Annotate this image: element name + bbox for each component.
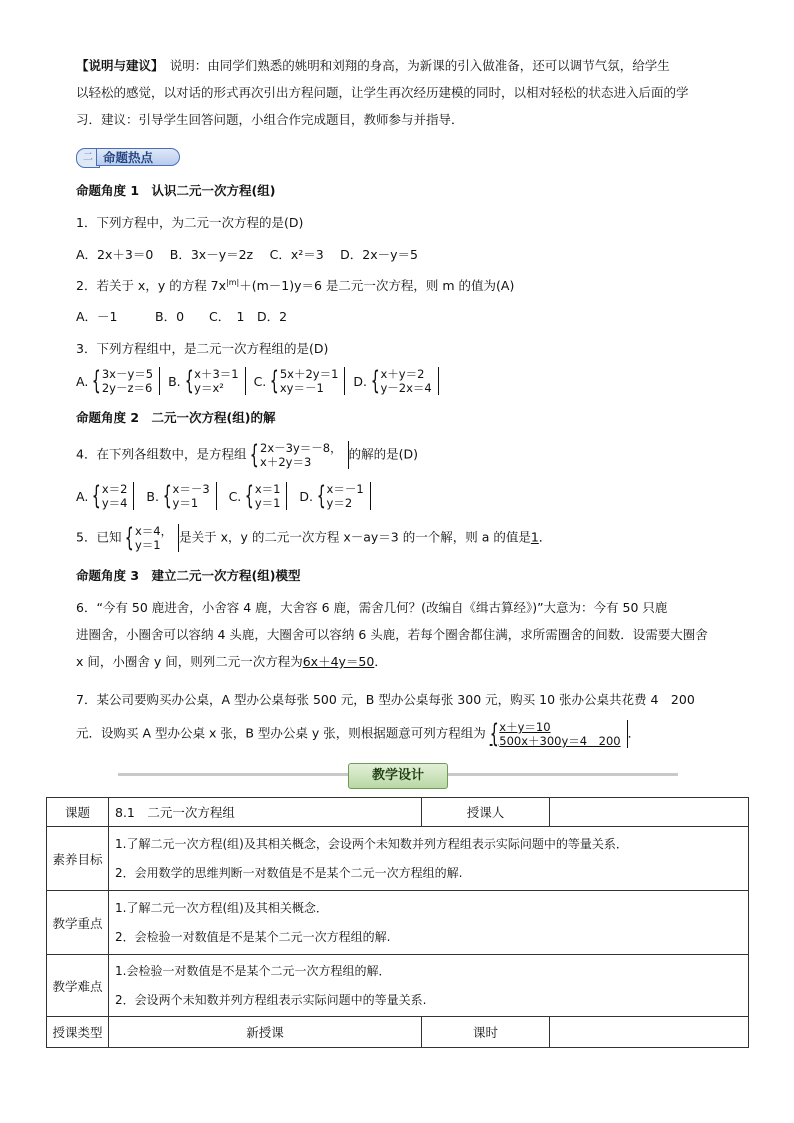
topic-value: 8.1 二元一次方程组 [109,798,422,827]
system-row: x＝1 [254,482,281,496]
question-3-options [76,367,439,395]
question-4-option-d: D. { x＝－1 y＝2 [299,482,370,510]
system-row: y＝4 [101,496,128,510]
intro-line-2: 以轻松的感觉，以对话的形式再次引出方程问题，让学生再次经历建模的同时，以相对轻松的状态进入后面的学 [76,85,689,100]
system-row: x＋3＝1 [194,367,239,381]
system-row: x＝－3 [172,482,210,496]
goals-line-2: 2．会用数学的思维判断一对数值是不是某个二元一次方程组的解. [115,865,463,880]
key-points-line-1: 1.了解二元一次方程(组)及其相关概念． [115,900,328,915]
key-points-line-2: 2．会检验一对数值是不是某个二元一次方程组的解. [115,929,391,944]
system-row: x＋y＝10 [499,720,551,734]
question-1-options: A．2x＋3＝0 B．3x－y＝2z C．x²＝3 D．2x－y＝5 [76,247,418,262]
system-row: y＝1 [254,496,281,510]
system-row: xy＝－1 [279,381,324,395]
difficulties-line-2: 2．会设两个未知数并列方程组表示实际问题中的等量关系. [115,992,427,1007]
hours-header: 课时 [422,1017,550,1048]
table-row [47,827,749,891]
goals-cell [109,827,749,891]
design-banner: 教学设计 [348,763,448,789]
option-label: C. [253,373,267,389]
option-label: A. [76,373,89,389]
table-row [47,955,749,1017]
section-badge-number: 二 [76,148,100,168]
lesson-type-value: 新授课 [109,1017,422,1048]
option-label: B. [168,373,181,389]
question-4-stem [76,441,418,469]
table-row [47,1017,749,1048]
system-row: x＋2y＝3 [260,455,312,469]
option-label: D. [353,373,367,389]
hours-value [550,1017,749,1048]
question-7-line-2-end: ． [627,725,641,741]
lesson-type-header: 授课类型 [47,1017,109,1048]
option-label: D. [299,488,313,504]
system-row: 2y－z＝6 [101,381,153,395]
teacher-value [550,798,749,827]
question-6-line-3-end: ． [374,654,387,669]
teacher-header: 授课人 [422,798,550,827]
question-5-answer: 1 [530,529,539,545]
question-3-option-b: B. { x＋3＝1 y＝x² [168,367,246,395]
question-7-line-1: 7．某公司要购买办公桌，A 型办公桌每张 500 元，B 型办公桌每张 300 元，购买 10 张办公桌共花费 4 200 [76,692,695,707]
question-2-stem-pre: 2．若关于 x，y 的方程 7x [76,278,227,293]
question-2-stem-post: ＋(m－1)y＝6 是二元一次方程，则 m 的值为(A) [239,278,515,293]
question-7-line-2-pre: 元．设购买 A 型办公桌 x 张，B 型办公桌 y 张，则根据题意可列方程组为 [76,725,486,741]
section-badge-label: 命题热点 [96,148,180,166]
angle-2-title: 命题角度 2 二元一次方程(组)的解 [76,410,276,425]
question-2-exponent: |m| [226,277,240,287]
topic-header: 课题 [47,798,109,827]
question-4-option-b: B. { x＝－3 y＝1 [146,482,216,510]
question-1-stem: 1．下列方程中，为二元一次方程的是(D) [76,215,304,230]
question-7-line-2 [76,720,640,748]
intro-line-3: 习．建议：引导学生回答问题，小组合作完成题目，教师参与并指导． [76,112,464,127]
key-points-cell [109,891,749,955]
question-5-stem-end: ． [538,529,552,545]
question-4-stem-pre: 4．在下列各组数中，是方程组 [76,446,247,462]
difficulties-line-1: 1.会检验一对数值是不是某个二元一次方程组的解． [115,963,391,978]
system-row: x＝－1 [326,482,364,496]
question-6-answer: 6x＋4y＝50 [302,654,375,669]
option-label: C. [228,488,242,504]
question-5-stem-mid: 是关于 x，y 的二元一次方程 x－ay＝3 的一个解，则 a 的值是 [179,529,531,545]
question-3-option-d: D. { x＋y＝2 y－2x＝4 [353,367,438,395]
system-row: x＋y＝2 [380,367,425,381]
table-row [47,891,749,955]
goals-line-1: 1.了解二元一次方程(组)及其相关概念，会设两个未知数并列方程组表示实际问题中的等量关系． [115,836,628,851]
angle-1-title: 命题角度 1 认识二元一次方程(组) [76,183,276,198]
question-4-system: { 2x－3y＝－8， x＋2y＝3 [246,441,348,469]
system-row: x＝2 [101,482,128,496]
system-row: y＝2 [326,496,353,510]
angle-3-title: 命题角度 3 建立二元一次方程(组)模型 [76,568,301,583]
question-6-line-3: x 间，小圈舍 y 间，则列二元一次方程为 [76,654,303,669]
question-3-option-c: C. { 5x＋2y＝1 xy＝－1 [254,367,346,395]
question-6-line-2: 进圈舍，小圈舍可以容纳 4 头鹿，大圈舍可以容纳 6 头鹿，若每个圈舍都住满，求所需圈舍的间数．设需要大圈舍 [76,627,708,642]
system-row: 2x－3y＝－8， [260,441,342,455]
question-5-stem [76,524,551,552]
system-row: 3x－y＝5 [101,367,154,381]
question-2-options: A．－1 B．0 C． 1 D．2 [76,309,288,324]
question-3-option-a: A. { 3x－y＝5 2y－z＝6 [76,367,160,395]
question-4-option-a: A. { x＝2 y＝4 [76,482,134,510]
question-7-system: { x＋y＝10 500x＋300y＝4 200 [486,720,628,748]
question-3-stem: 3．下列方程组中，是二元一次方程组的是(D) [76,341,329,356]
key-points-header: 教学重点 [47,891,109,955]
system-row: y－2x＝4 [380,381,432,395]
system-row: 5x＋2y＝1 [279,367,339,381]
question-5-system: { x＝4， y＝1 [121,524,179,552]
system-row: y＝x² [194,381,224,395]
question-4-option-c: C. { x＝1 y＝1 [229,482,288,510]
option-label: B. [146,488,159,504]
question-4-options [76,482,371,510]
system-row: y＝1 [172,496,199,510]
question-6-line-1: 6．“今有 50 鹿进舍，小舍容 4 鹿，大舍容 6 鹿，需舍几何？(改编自《缉古算经》)”大意为：今有 50 只鹿 [76,600,668,615]
lesson-plan-table [46,797,749,1048]
difficulties-header: 教学难点 [47,955,109,1017]
system-row: y＝1 [135,538,161,552]
question-5-stem-pre: 5．已知 [76,529,122,545]
question-6 [76,594,746,675]
goals-header: 素养目标 [47,827,109,891]
intro-tag: 【说明与建议】 [76,58,158,73]
system-row: x＝4， [135,524,173,538]
question-4-stem-post: 的解的是(D) [348,446,418,462]
question-2-stem [76,276,514,294]
intro-paragraph [76,52,746,133]
difficulties-cell [109,955,749,1017]
system-row: 500x＋300y＝4 200 [499,734,621,748]
intro-line-1: 说明：由同学们熟悉的姚明和刘翔的身高，为新课的引入做准备，还可以调节气氛，给学生 [169,58,670,73]
option-label: A. [76,488,89,504]
table-row [47,798,749,827]
